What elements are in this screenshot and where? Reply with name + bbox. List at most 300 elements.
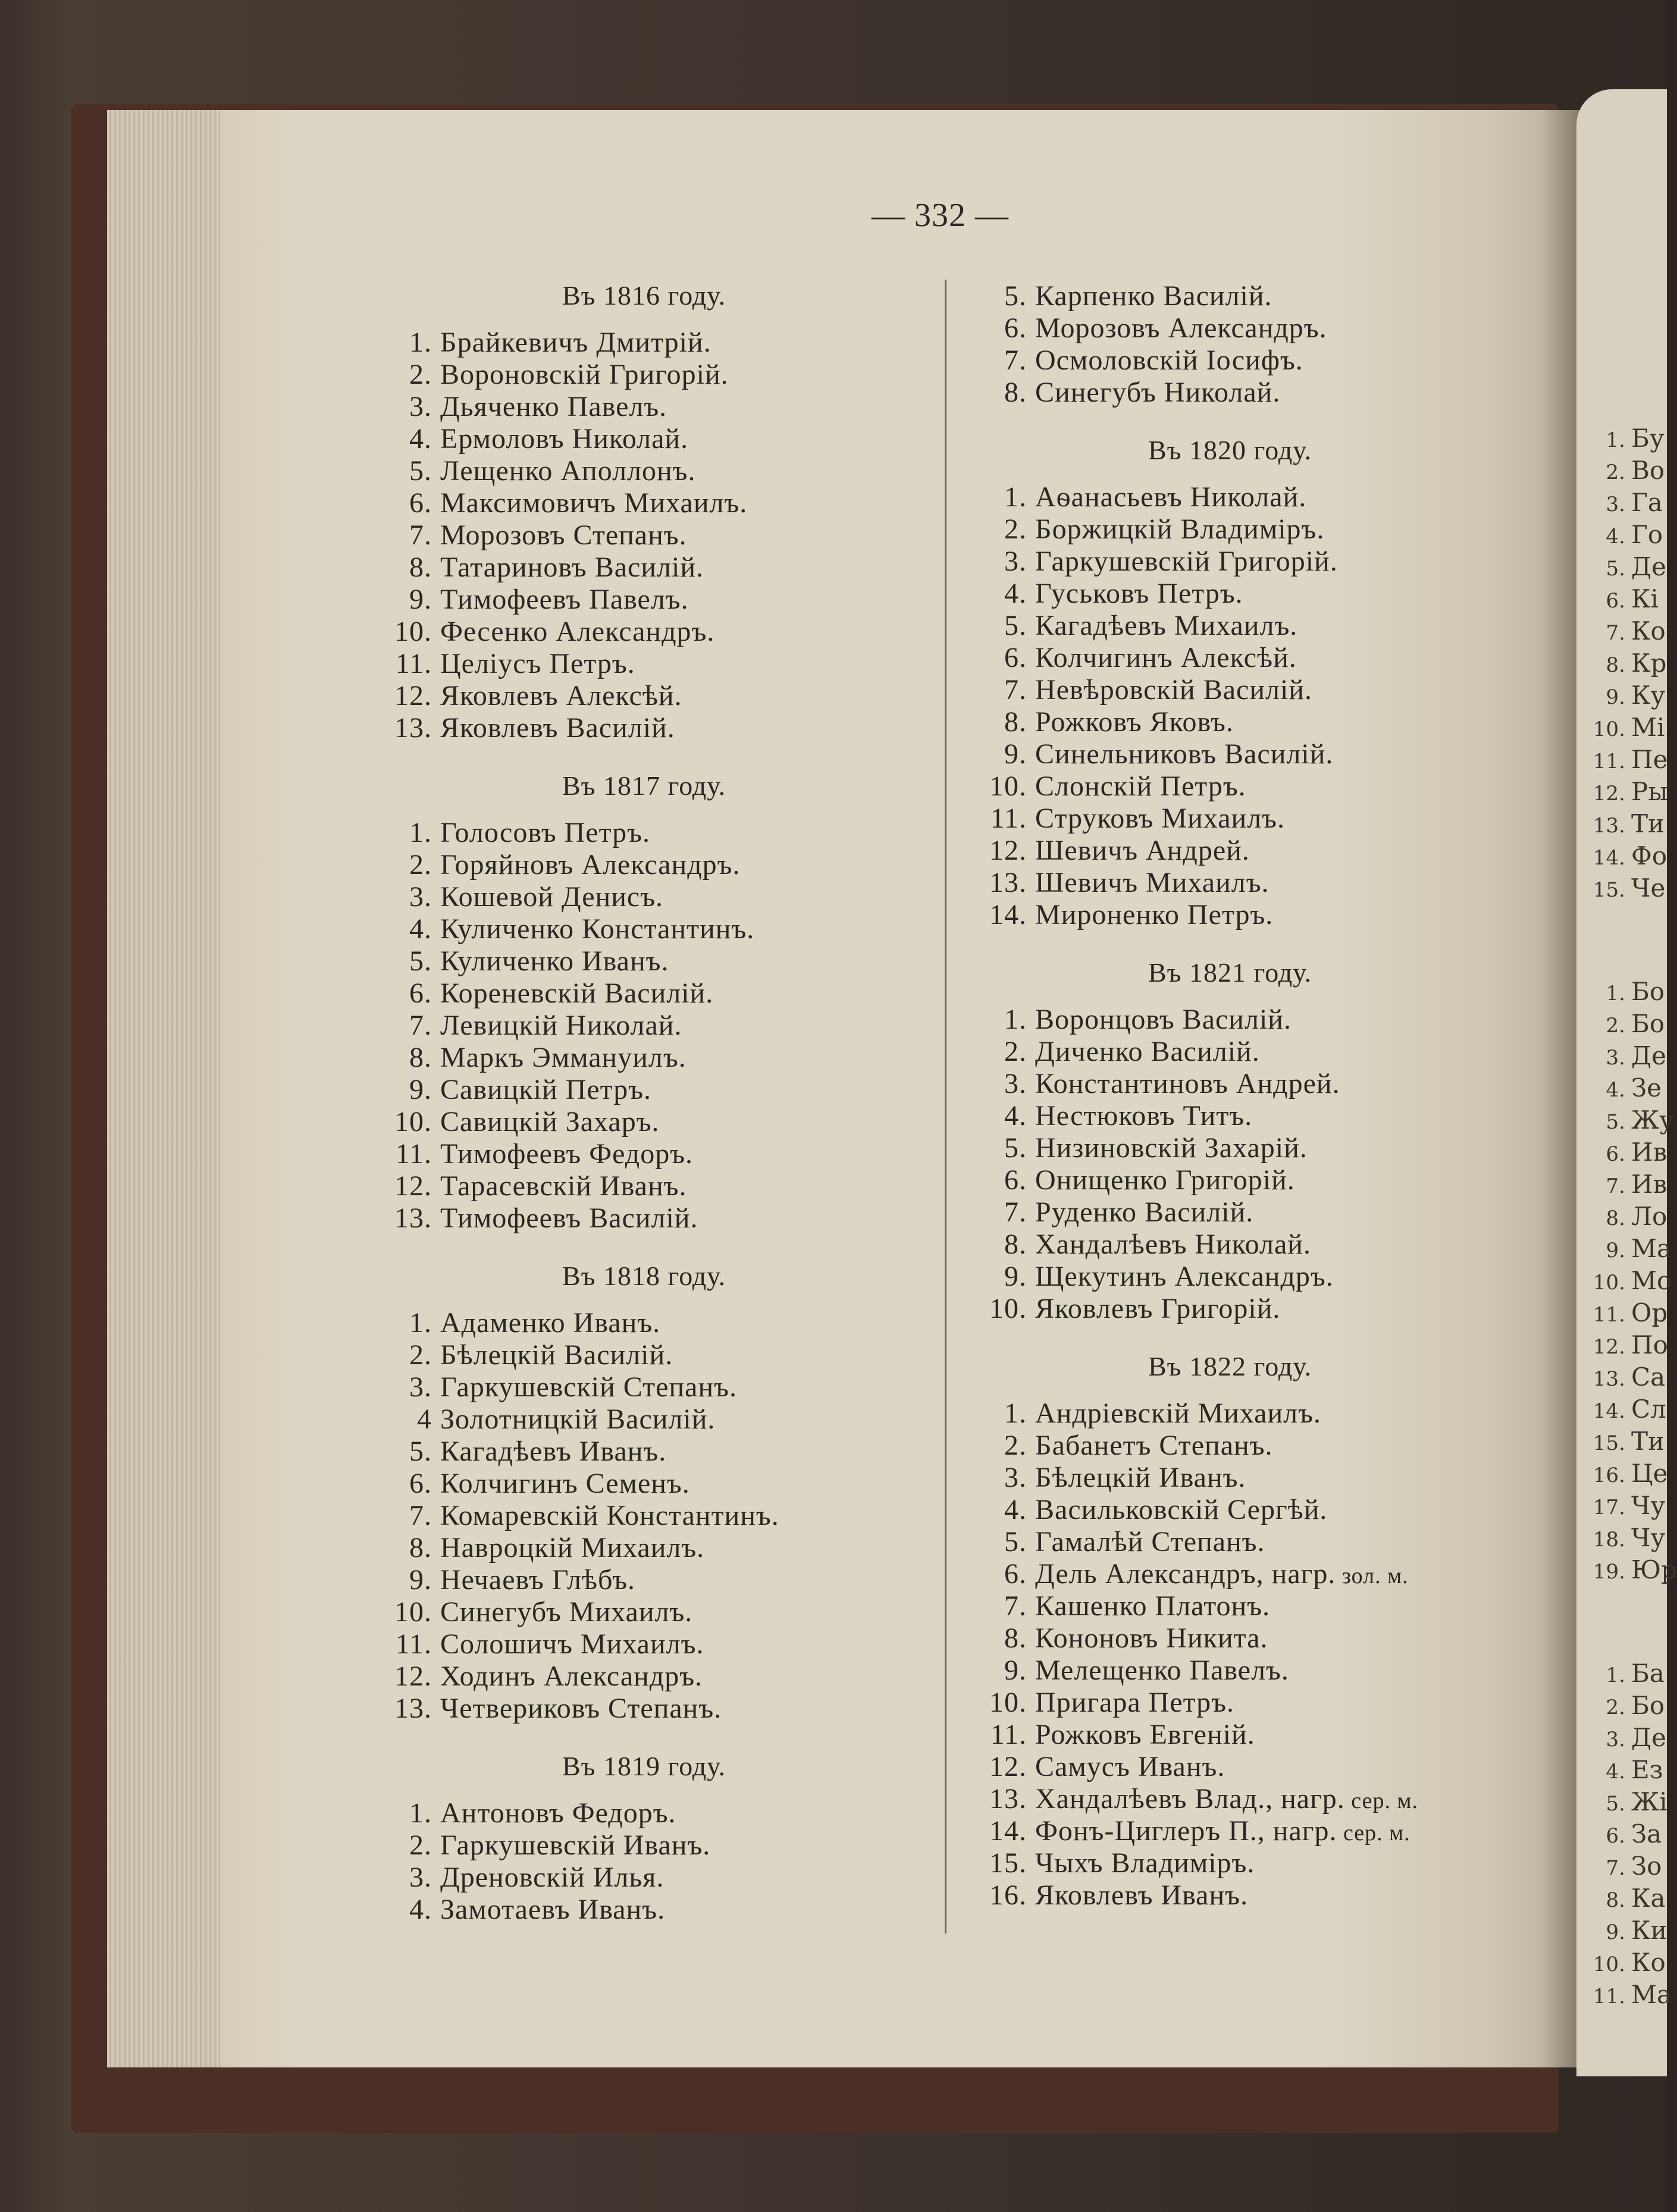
entry-number: 4. (409, 913, 432, 945)
list-item (381, 551, 704, 584)
list-item (381, 519, 687, 552)
list-item (976, 344, 1303, 377)
list-item (381, 1893, 665, 1926)
entry-number: 9. (409, 1564, 432, 1596)
entry-name: Пригара Петръ. (1035, 1687, 1234, 1718)
list-item (976, 481, 1306, 513)
entry-name: Брайкевичъ Дмитрій. (440, 327, 711, 358)
list-item (381, 1564, 635, 1596)
entry-number: 10. (989, 770, 1027, 802)
next-page-line: 3. Де (1606, 1723, 1667, 1752)
entry-name: Кагадѣевъ Иванъ. (440, 1436, 667, 1467)
year-heading: Въ 1821 году. (1148, 957, 1312, 988)
list-item (976, 1292, 1280, 1325)
list-item (976, 1003, 1292, 1036)
entry-number: 2. (409, 849, 432, 881)
entry-number: 16. (989, 1879, 1027, 1911)
entry-name: Хандалѣевъ Николай. (1035, 1229, 1311, 1260)
list-item (381, 583, 689, 616)
list-item (381, 1403, 715, 1436)
entry-name: Яковлевъ Василій. (440, 712, 675, 744)
list-item (381, 422, 688, 455)
entry-number: 1. (409, 327, 432, 358)
entry-name: Щекутинъ Александръ. (1035, 1261, 1334, 1292)
entry-number: 13. (989, 867, 1027, 898)
list-item (976, 609, 1297, 642)
entry-name: Тимофеевъ Павелъ. (440, 584, 689, 615)
entry-name: Чыхъ Владиміръ. (1035, 1847, 1255, 1879)
entry-name: Навроцкій Михаилъ. (440, 1532, 705, 1564)
list-item (381, 487, 747, 519)
entry-name: Адаменко Иванъ. (440, 1307, 661, 1339)
entry-name: Золотницкій Василій. (440, 1403, 716, 1435)
entry-name: Рожковъ Евгеній. (1035, 1719, 1255, 1750)
entry-number: 4. (409, 1894, 432, 1925)
entry-number: 13. (394, 712, 432, 744)
entry-number: 11. (395, 1628, 432, 1660)
next-page-line: 19. Юр (1593, 1555, 1677, 1584)
list-item (381, 977, 713, 1010)
next-page-line: 13. Ти (1593, 809, 1665, 838)
entry-number: 3. (1004, 546, 1027, 577)
list-item (976, 1750, 1225, 1783)
list-item (976, 577, 1243, 610)
list-item (976, 1525, 1265, 1558)
next-page-line: 15. Ти (1593, 1427, 1665, 1456)
entry-number: 2. (1004, 1036, 1027, 1067)
entry-number: 6. (1004, 1164, 1027, 1196)
entry-number: 6. (409, 977, 432, 1009)
entry-number: 1. (409, 1797, 432, 1829)
entry-name: Гаркушевскій Григорій. (1035, 546, 1338, 577)
entry-name: Нечаевъ Глѣбъ. (440, 1564, 636, 1596)
entry-number: 8. (409, 552, 432, 583)
next-page-line: 5. Жу (1606, 1105, 1674, 1135)
entry-name: Боржицкій Владиміръ. (1035, 513, 1325, 545)
list-item (381, 1531, 704, 1564)
next-page-line: 1. Бу (1606, 424, 1665, 453)
list-item (381, 1861, 664, 1894)
next-page-line: 2. Бо (1606, 1691, 1665, 1720)
entry-number: 3. (409, 881, 432, 913)
entry-name: Вороновскій Григорій. (440, 359, 729, 390)
list-item (381, 712, 675, 744)
next-page-line: 9. Ку (1606, 681, 1666, 710)
list-item (976, 802, 1285, 835)
entry-number: 4. (409, 423, 432, 455)
entry-number: 6. (1004, 312, 1027, 344)
list-item (976, 673, 1312, 706)
entry-number: 9. (1004, 738, 1027, 770)
list-item (381, 1371, 737, 1403)
list-item (976, 1196, 1253, 1229)
entry-name: Бѣлецкій Иванъ. (1035, 1462, 1246, 1493)
next-page-line: 17. Чу (1593, 1491, 1666, 1520)
entry-number: 6. (1004, 642, 1027, 673)
next-page-line: 8. Кр (1606, 648, 1667, 678)
entry-number: 7. (1004, 1590, 1027, 1622)
entry-name: Четвериковъ Степанъ. (440, 1693, 722, 1724)
next-page-line: 9. Ки (1606, 1916, 1667, 1945)
entry-number: 13. (394, 1202, 432, 1234)
entry-name: Фесенко Александръ. (440, 616, 715, 647)
entry-number: 1. (1004, 1398, 1027, 1429)
next-page-edge (1576, 89, 1677, 2076)
list-item (381, 1073, 651, 1106)
list-item (976, 1654, 1289, 1687)
entry-name: Дреновскій Илья. (440, 1862, 664, 1893)
list-item (381, 1435, 666, 1468)
entry-name: Горяйновъ Александръ. (440, 849, 741, 881)
list-item (976, 1067, 1340, 1100)
year-heading: Въ 1822 году. (1148, 1351, 1312, 1381)
next-page-line: 7. Ко (1606, 616, 1666, 646)
entry-number: 8. (1004, 1229, 1027, 1260)
entry-name: Кореневскій Василій. (440, 977, 714, 1009)
entry-name: Шевичъ Михаилъ. (1035, 867, 1269, 898)
entry-name: Куличенко Иванъ. (440, 945, 669, 977)
next-page-line: 11. Ор (1593, 1298, 1668, 1327)
list-item (976, 1397, 1321, 1430)
list-item (976, 1260, 1334, 1293)
next-page-line: 11. Пе (1593, 745, 1668, 774)
entry-name: Морозовъ Александръ. (1035, 312, 1327, 344)
entry-name: Низиновскій Захарій. (1035, 1132, 1308, 1164)
entry-number: 3. (409, 1371, 432, 1403)
entry-name: Мелещенко Павелъ. (1035, 1655, 1289, 1686)
entry-name: Ходинъ Александръ. (440, 1660, 703, 1692)
entry-number: 1. (409, 817, 432, 848)
entry-name: Гамалѣй Степанъ. (1035, 1526, 1265, 1558)
entry-number: 7. (409, 1500, 432, 1531)
list-item (381, 1041, 687, 1074)
entry-number: 10. (394, 616, 432, 647)
entry-name: Максимовичъ Михаилъ. (440, 487, 748, 519)
list-item (976, 1590, 1270, 1622)
next-page-line: 3. Де (1606, 1041, 1667, 1070)
entry-name: Тимофеевъ Василій. (440, 1202, 698, 1234)
entry-name: Левицкій Николай. (440, 1010, 682, 1041)
entry-number: 2. (409, 1829, 432, 1861)
entry-number: 11. (395, 648, 432, 679)
next-page-line: 12. По (1593, 1330, 1668, 1359)
entry-name: Бѣлецкій Василій. (440, 1339, 673, 1371)
entry-name: Фонъ-Циглеръ П., нагр. (1035, 1815, 1337, 1847)
entry-number: 13. (394, 1693, 432, 1724)
entry-name: Хандалѣевъ Влад., нагр. (1035, 1783, 1345, 1815)
entry-number: 10. (394, 1596, 432, 1628)
list-item (976, 1099, 1252, 1132)
entry-award-note: сер. м. (1344, 1788, 1419, 1813)
entry-name: Голосовъ Петръ. (440, 817, 650, 848)
entry-number: 5. (1004, 1132, 1027, 1164)
entry-name: Рожковъ Яковъ. (1035, 706, 1234, 738)
next-page-line: 16. Це (1593, 1459, 1668, 1488)
entry-name: Константиновъ Андрей. (1035, 1068, 1340, 1099)
list-item (976, 898, 1273, 931)
entry-number: 12. (394, 1660, 432, 1692)
entry-name: Васильковскій Сергѣй. (1035, 1494, 1328, 1525)
list-item (976, 1622, 1268, 1655)
list-item (976, 1718, 1255, 1751)
entry-number: 12. (394, 680, 432, 712)
entry-award-note: сер. м. (1337, 1821, 1410, 1846)
entry-name: Руденко Василій. (1035, 1196, 1254, 1228)
entry-number: 8. (1004, 1622, 1027, 1654)
list-item (381, 1467, 690, 1500)
list-item (976, 834, 1250, 867)
list-item (381, 679, 682, 712)
list-item (381, 1499, 779, 1532)
next-page-line: 6. Кі (1606, 584, 1659, 613)
list-item (381, 1306, 660, 1339)
list-item (976, 312, 1327, 344)
list-item (976, 376, 1280, 409)
entry-name: Лещенко Аполлонъ. (440, 455, 696, 487)
entry-number: 8. (409, 1042, 432, 1073)
next-page-line: 1. Ба (1606, 1659, 1665, 1688)
entry-number: 3. (409, 1862, 432, 1893)
entry-number: 11. (990, 803, 1027, 834)
entry-name: Шевичъ Андрей. (1035, 835, 1250, 866)
list-item (381, 1596, 692, 1628)
next-page-line: 5. Де (1606, 552, 1667, 581)
list-item (976, 1035, 1260, 1068)
entry-name: Диченко Василій. (1035, 1036, 1260, 1067)
entry-name: Онищенко Григорій. (1035, 1164, 1295, 1196)
list-item (381, 1797, 676, 1829)
entry-name: Яковлевъ Григорій. (1035, 1293, 1281, 1324)
entry-name: Целіусъ Петръ. (440, 648, 635, 679)
list-item (976, 280, 1272, 312)
entry-number: 5. (1004, 280, 1027, 312)
entry-number: 9. (1004, 1655, 1027, 1686)
entry-number: 7. (1004, 344, 1027, 376)
entry-number: 1. (409, 1307, 432, 1339)
entry-number: 8. (1004, 706, 1027, 738)
entry-number: 10. (394, 1106, 432, 1138)
entry-name: Савицкій Захаръ. (440, 1106, 660, 1138)
list-item (381, 848, 740, 881)
entry-name: Андріевскій Михаилъ. (1035, 1398, 1321, 1429)
entry-name: Синегубъ Николай. (1035, 377, 1281, 408)
list-item (381, 1660, 703, 1693)
list-item (381, 816, 650, 849)
list-item (381, 1339, 673, 1371)
list-item (381, 1009, 682, 1042)
list-item (381, 913, 754, 945)
list-item (976, 1493, 1327, 1526)
year-heading: Въ 1820 году. (1148, 435, 1312, 465)
next-page-line: 18. Чу (1593, 1523, 1666, 1552)
entry-number: 1. (1004, 1004, 1027, 1035)
entry-award-note: зол. м. (1336, 1564, 1409, 1588)
entry-name: Синегубъ Михаилъ. (440, 1596, 693, 1628)
entry-name: Антоновъ Федоръ. (440, 1797, 676, 1829)
year-heading: Въ 1816 году. (562, 280, 726, 311)
year-heading: Въ 1818 году. (562, 1261, 726, 1291)
entry-number: 11. (395, 1138, 432, 1170)
list-item (976, 1164, 1295, 1196)
next-page-line: 3. Га (1606, 488, 1663, 517)
list-item (976, 1429, 1273, 1462)
entry-name: Струковъ Михаилъ. (1035, 803, 1285, 834)
page-number: — 332 — (872, 197, 1009, 234)
entry-name: Куличенко Константинъ. (440, 913, 755, 945)
entry-name: Нестюковъ Титъ. (1035, 1100, 1253, 1132)
entry-name: Ермоловъ Николай. (440, 423, 689, 455)
entry-number: 2. (409, 359, 432, 390)
entry-number: 4 (417, 1403, 432, 1435)
year-heading: Въ 1819 году. (562, 1751, 726, 1781)
next-page-line: 4. Го (1606, 520, 1663, 549)
next-page-line: 13. Са (1593, 1362, 1666, 1392)
year-heading: Въ 1817 году. (562, 770, 726, 801)
column-divider (945, 280, 946, 1934)
next-page-line: 4. Ез (1606, 1755, 1663, 1784)
entry-number: 10. (989, 1293, 1027, 1324)
entry-number: 9. (409, 584, 432, 615)
entry-number: 5. (1004, 1526, 1027, 1558)
list-item (976, 1782, 1418, 1815)
entry-number: 1. (1004, 481, 1027, 513)
list-item (381, 326, 711, 359)
next-page-line: 15. Че (1593, 873, 1666, 903)
entry-name: Гаркушевскій Иванъ. (440, 1829, 711, 1861)
entry-number: 5. (409, 1436, 432, 1467)
next-page-line: 14. Фо (1593, 841, 1667, 870)
list-item (976, 1228, 1311, 1261)
entry-number: 2. (409, 1339, 432, 1371)
list-item (381, 1202, 698, 1235)
list-item (976, 866, 1269, 899)
list-item (976, 770, 1246, 803)
entry-number: 14. (989, 899, 1027, 930)
list-item (381, 1138, 693, 1170)
entry-name: Аѳанасьевъ Николай. (1035, 481, 1307, 513)
entry-name: Кашенко Платонъ. (1035, 1590, 1271, 1622)
list-item (976, 706, 1234, 738)
entry-number: 14. (989, 1815, 1027, 1847)
entry-number: 7. (1004, 674, 1027, 706)
entry-number: 7. (409, 1010, 432, 1041)
next-page-line: 7. Зо (1606, 1851, 1662, 1881)
entry-number: 5. (409, 455, 432, 487)
list-item (381, 1105, 660, 1138)
entry-name: Кононовъ Никита. (1035, 1622, 1268, 1654)
list-item (381, 1829, 710, 1862)
next-page-line: 6. За (1606, 1819, 1662, 1848)
entry-name: Кошевой Денисъ. (440, 881, 664, 913)
list-item (976, 1558, 1409, 1590)
entry-name: Тарасевскій Иванъ. (440, 1170, 687, 1202)
entry-number: 7. (1004, 1196, 1027, 1228)
entry-name: Гаркушевскій Степанъ. (440, 1371, 737, 1403)
entry-name: Маркъ Эммануилъ. (440, 1042, 687, 1073)
list-item (976, 1686, 1234, 1719)
entry-number: 13. (989, 1783, 1027, 1815)
next-page-line: 8. Ка (1606, 1884, 1666, 1913)
entry-name: Осмоловскій Іосифъ. (1035, 344, 1303, 376)
entry-name: Невѣровскій Василій. (1035, 674, 1313, 706)
entry-name: Бабанетъ Степанъ. (1035, 1430, 1273, 1461)
next-page-line: 6. Ив (1606, 1138, 1667, 1167)
entry-name: Замотаевъ Иванъ. (440, 1894, 666, 1925)
entry-number: 2. (1004, 513, 1027, 545)
list-item (976, 545, 1338, 578)
entry-name: Мироненко Петръ. (1035, 899, 1274, 930)
list-item (381, 1170, 687, 1202)
list-item (381, 390, 667, 423)
next-page-line: 8. Ло (1606, 1202, 1667, 1231)
next-page-line: 14. Сл (1593, 1395, 1666, 1424)
entry-name: Дьяченко Павелъ. (440, 391, 667, 422)
list-item (381, 1692, 722, 1725)
entry-name: Яковлевъ Алексѣй. (440, 680, 682, 712)
list-item (976, 641, 1297, 674)
entry-name: Воронцовъ Василій. (1035, 1004, 1292, 1035)
entry-number: 3. (1004, 1462, 1027, 1493)
entry-name: Дель Александръ, нагр. (1035, 1558, 1336, 1590)
list-item (381, 647, 635, 680)
entry-name: Гуськовъ Петръ. (1035, 578, 1243, 609)
entry-number: 3. (1004, 1068, 1027, 1099)
entry-name: Колчигинъ Алексѣй. (1035, 642, 1297, 673)
list-item (381, 881, 663, 913)
entry-name: Слонскій Петръ. (1035, 770, 1246, 802)
entry-number: 5. (1004, 610, 1027, 641)
entry-name: Яковлевъ Иванъ. (1035, 1879, 1248, 1911)
next-page-line: 10. Мі (1593, 713, 1665, 742)
list-item (381, 615, 714, 648)
list-item (976, 1879, 1248, 1912)
list-item (381, 455, 696, 487)
entry-number: 9. (1004, 1261, 1027, 1292)
entry-number: 12. (394, 1170, 432, 1202)
entry-number: 12. (989, 1751, 1027, 1782)
entry-name: Кагадѣевъ Михаилъ. (1035, 610, 1298, 641)
entry-number: 6. (409, 1468, 432, 1499)
entry-number: 2. (1004, 1430, 1027, 1461)
entry-number: 11. (990, 1719, 1027, 1750)
entry-name: Колчигинъ Семенъ. (440, 1468, 690, 1499)
entry-name: Синельниковъ Василій. (1035, 738, 1334, 770)
entry-number: 5. (409, 945, 432, 977)
list-item (976, 1132, 1308, 1164)
entry-number: 4. (1004, 1100, 1027, 1132)
entry-number: 9. (409, 1074, 432, 1105)
entry-number: 7. (409, 519, 432, 551)
entry-number: 4. (1004, 1494, 1027, 1525)
list-item (976, 1461, 1246, 1494)
next-page-line: 5. Жі (1606, 1787, 1667, 1816)
entry-name: Самусъ Иванъ. (1035, 1751, 1225, 1782)
next-page-line: 12. Ры (1593, 777, 1668, 806)
list-item (381, 358, 729, 391)
entry-name: Савицкій Петръ. (440, 1074, 652, 1105)
entry-name: Карпенко Василій. (1035, 280, 1272, 312)
entry-number: 6. (409, 487, 432, 519)
next-page-line: 9. Ма (1606, 1234, 1672, 1263)
list-item (381, 1628, 704, 1660)
entry-number: 4. (1004, 578, 1027, 609)
entry-name: Комаревскій Константинъ. (440, 1500, 779, 1531)
entry-number: 12. (989, 835, 1027, 866)
entry-number: 3. (409, 391, 432, 422)
entry-number: 8. (409, 1532, 432, 1564)
next-page-line: 10. Ко (1593, 1948, 1666, 1977)
entry-number: 6. (1004, 1558, 1027, 1590)
